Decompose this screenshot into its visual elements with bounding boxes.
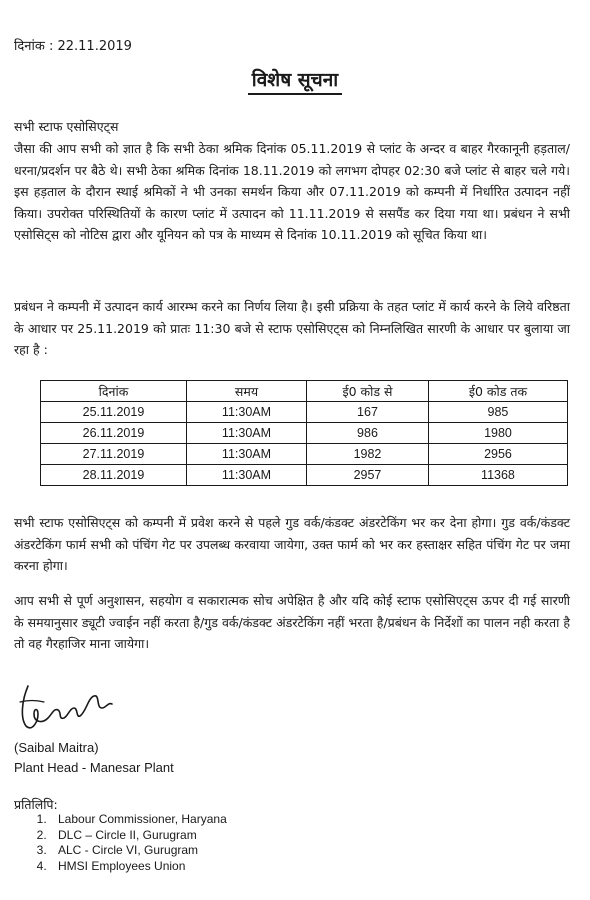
header-time: समय xyxy=(186,381,306,402)
cell-code-to: 985 xyxy=(428,402,567,423)
cell-date: 26.11.2019 xyxy=(41,423,187,444)
list-item: 2. DLC – Circle II, Gurugram xyxy=(50,828,227,844)
notice-title xyxy=(0,66,590,92)
list-item: 3. ALC - Circle VI, Gurugram xyxy=(50,843,227,859)
cell-date: 27.11.2019 xyxy=(41,444,187,465)
cell-code-to: 11368 xyxy=(428,465,567,486)
paragraph-discipline: आप सभी से पूर्ण अनुशासन, सहयोग व सकारात्मक सोच अपेक्षित है और यदि कोई स्टाफ एसोसिएट्स ऊपर दी गई सारणी के समयानुसार ड्यूटी ज्वाईन नहीं करता है/गुड वर्क/कंडक्ट अंडरटेकिंग नहीं भरता है/प्रबंधन के निर्देशों का पालन नही करता है तो वह गैरहाजिर माना जायेगा। xyxy=(14,593,570,651)
table-row xyxy=(41,465,568,486)
cell-code-to: 2956 xyxy=(428,444,567,465)
header-code-to: ई0 कोड तक xyxy=(428,381,567,402)
table-row xyxy=(41,423,568,444)
header-code-from: ई0 कोड से xyxy=(307,381,429,402)
cell-time: 11:30AM xyxy=(186,423,306,444)
cell-code-from: 1982 xyxy=(307,444,429,465)
copy-to-list xyxy=(20,812,227,874)
table-row xyxy=(41,444,568,465)
table-row xyxy=(41,402,568,423)
cell-code-from: 2957 xyxy=(307,465,429,486)
schedule-table xyxy=(40,380,568,486)
schedule-header-row xyxy=(41,381,568,402)
cell-code-from: 167 xyxy=(307,402,429,423)
paragraph-resume-production: प्रबंधन ने कम्पनी में उत्पादन कार्य आरम्भ करने का निर्णय लिया है। इसी प्रक्रिया के तहत प्लांट में कार्य करने के लिये वरिष्ठता के आधार पर 25.11.2019 को प्रातः 11:30 बजे से स्टाफ एसोसिएट्स को निम्नलिखित सारणी के आधार पर बुलाया जा रहा है : xyxy=(14,299,570,357)
copy-to-label: प्रतिलिपि: xyxy=(14,797,58,812)
signatory-designation: Plant Head - Manesar Plant xyxy=(14,760,174,775)
cell-code-to: 1980 xyxy=(428,423,567,444)
list-item: 1. Labour Commissioner, Haryana xyxy=(50,812,227,828)
signatory-name: (Saibal Maitra) xyxy=(14,740,99,755)
cell-time: 11:30AM xyxy=(186,465,306,486)
paragraph-undertaking: सभी स्टाफ एसोसिएट्स को कम्पनी में प्रवेश करने से पहले गुड वर्क/कंडक्ट अंडरटेकिंग भर कर देना होगा। गुड वर्क/कंडक्ट अंडरटेकिंग फार्म सभी को पंचिंग गेट पर उपलब्ध करवाया जायेगा, उक्त फार्म को भर कर हस्ताक्षर सहित पंचिंग गेट पर जमा करना होगा। xyxy=(14,515,570,573)
cell-time: 11:30AM xyxy=(186,402,306,423)
header-date: दिनांक xyxy=(41,381,187,402)
paragraph-strike-background: जैसा की आप सभी को ज्ञात है कि सभी ठेका श्रमिक दिनांक 05.11.2019 से प्लांट के अन्दर व बाहर गैरकानूनी हड़ताल/धरना/प्रदर्शन पर बैठे थे। सभी ठेका श्रमिक दिनांक 18.11.2019 को लगभग दोपहर 02:30 बजे प्लांट से बाहर चले गये। इस हड़ताल के दौरान स्थाई श्रमिकों ने भी उनका समर्थन किया और 07.11.2019 को कम्पनी में निर्धारित उत्पादन नहीं किया। उपरोक्त परिस्थितियों के कारण प्लांट में उत्पादन को 11.11.2019 से ससपैंड कर दिया गया था। प्रबंधन ने सभी एसोसिट्स को नोटिस द्वारा और यूनियन को पत्र के माध्यम से दिनांक 10.11.2019 को सूचित किया था। xyxy=(14,141,570,242)
list-item: 4. HMSI Employees Union xyxy=(50,859,227,875)
notice-title-text: विशेष सूचना xyxy=(248,69,342,95)
notice-date: दिनांक : 22.11.2019 xyxy=(14,39,132,54)
handwritten-signature xyxy=(14,678,134,738)
cell-date: 25.11.2019 xyxy=(41,402,187,423)
cell-time: 11:30AM xyxy=(186,444,306,465)
cell-date: 28.11.2019 xyxy=(41,465,187,486)
cell-code-from: 986 xyxy=(307,423,429,444)
salutation: सभी स्टाफ एसोसिएट्स xyxy=(14,119,119,134)
